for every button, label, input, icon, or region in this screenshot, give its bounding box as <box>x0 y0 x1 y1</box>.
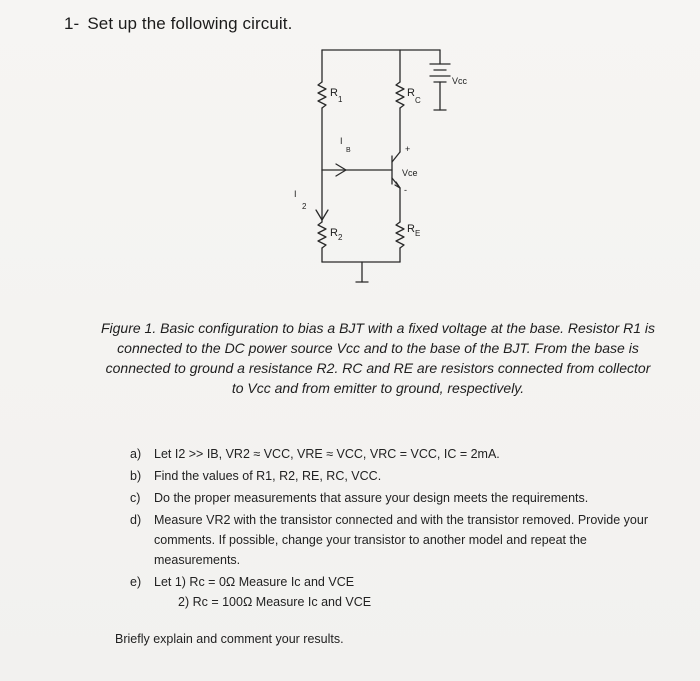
re-label: R <box>407 223 415 235</box>
r1-resistor <box>318 82 326 108</box>
r1-label: R <box>330 87 338 99</box>
question-heading: Set up the following circuit. <box>87 14 293 33</box>
task-text: Find the values of R1, R2, RE, RC, VCC. <box>154 469 382 483</box>
figure-caption: Figure 1. Basic configuration to bias a BJT with a fixed voltage at the base. Resistor R1 is connected to the DC power source Vcc and to the base of the BJT. From the base is connected to ground a resistance R2. RC and RE are resistors connected from collector to Vcc and from emitter to ground, respectively. <box>100 320 656 396</box>
task-marker: d) <box>130 513 142 527</box>
circuit-diagram <box>0 0 700 300</box>
vcc-label: Vcc <box>452 76 468 86</box>
re-subscript: E <box>415 229 421 238</box>
task-marker: a) <box>130 447 142 461</box>
rc-label: R <box>407 87 415 99</box>
r1-subscript: 1 <box>338 95 343 104</box>
i2-subscript: 2 <box>302 202 307 211</box>
task-a <box>126 444 666 464</box>
minus-sign: - <box>404 185 407 195</box>
re-resistor <box>396 222 404 248</box>
task-e-line-2: 2) Rc = 100Ω Measure Ic and VCE <box>178 595 372 609</box>
task-text: Let 1) Rc = 0Ω Measure Ic and VCE <box>154 575 355 589</box>
transistor-collector <box>392 152 400 162</box>
task-list <box>126 444 666 614</box>
task-marker: b) <box>130 469 142 483</box>
task-d <box>126 510 666 570</box>
task-text: Measure VR2 with the transistor connected and with the transistor removed. Provide your comments. If possible, change your transistor to another model and repeat the measurements. <box>154 513 648 567</box>
r2-label: R <box>330 227 338 239</box>
plus-sign: + <box>405 144 411 154</box>
task-text: Let I2 >> IB, VR2 ≈ VCC, VRE ≈ VCC, VRC = VCC, IC = 2mA. <box>154 447 500 461</box>
task-b <box>126 466 666 486</box>
ib-label: I <box>340 136 343 146</box>
task-c <box>126 488 666 508</box>
i2-label: I <box>294 189 297 199</box>
r2-subscript: 2 <box>338 233 343 242</box>
task-marker: e) <box>130 575 142 589</box>
task-e <box>126 572 666 612</box>
closing-instruction: Briefly explain and comment your results. <box>115 632 344 646</box>
rc-resistor <box>396 82 404 108</box>
rc-subscript: C <box>415 96 421 105</box>
vce-label: Vce <box>402 168 418 178</box>
task-text: Do the proper measurements that assure your design meets the requirements. <box>154 491 589 505</box>
question-number: 1- <box>64 14 80 33</box>
r2-resistor <box>318 222 326 248</box>
task-marker: c) <box>130 491 141 505</box>
ib-subscript: B <box>346 147 351 154</box>
